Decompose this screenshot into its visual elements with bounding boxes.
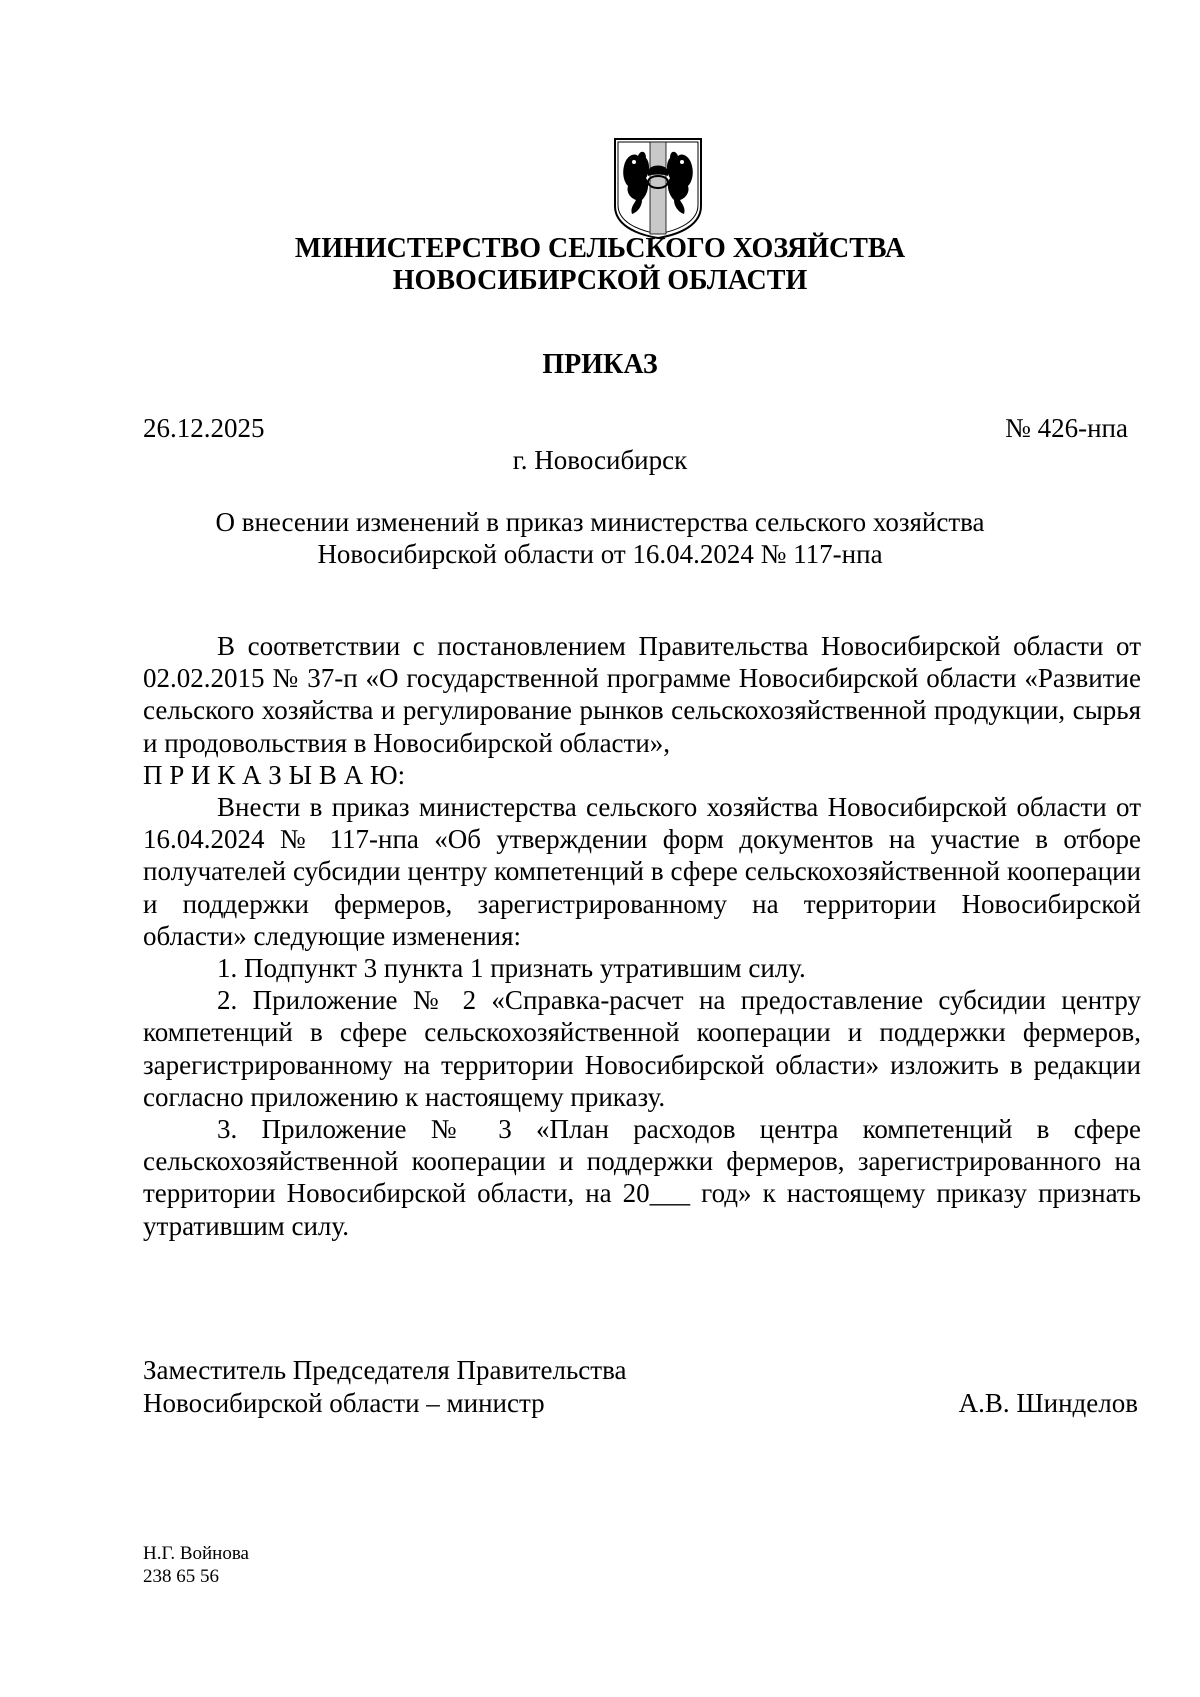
document-city: г. Новосибирск xyxy=(512,445,688,475)
document-subject-line-2: Новосибирской области от 16.04.2024 № 117-нпа xyxy=(317,539,883,569)
signatory-position-line-2: Новосибирской области – министр xyxy=(143,1388,545,1418)
signatory-name: А.В. Шинделов xyxy=(958,1388,1138,1418)
ministry-name-line-1: МИНИСТЕРСТВО СЕЛЬСКОГО ХОЗЯЙСТВА xyxy=(294,233,906,264)
executor-phone: 238 65 56 xyxy=(143,1566,219,1587)
order-word: П Р И К А З Ы В А Ю: xyxy=(143,759,406,790)
list-item: 1. Подпункт 3 пункта 1 признать утратившим силу. xyxy=(217,953,806,984)
document-date: 26.12.2025 xyxy=(143,413,265,443)
signatory-position-line-1: Заместитель Председателя Правительства xyxy=(143,1355,627,1385)
document-subject-line-1: О внесении изменений в приказ министерства сельского хозяйства xyxy=(215,507,985,537)
ministry-name-line-2: НОВОСИБИРСКОЙ ОБЛАСТИ xyxy=(392,265,808,296)
list-item: 3. Приложение № 3 «План расходов центра компетенций в сфере сельскохозяйственной кооперации и поддержки фермеров, зарегистрированного на территории Новосибирской области, на 20___ год» к настоящему приказу признать утратившим силу. xyxy=(143,1114,1141,1241)
preamble-paragraph: В соответствии с постановлением Правительства Новосибирской области от 02.02.2015 № 37-п «О государственной программе Новосибирской области «Развитие сельского хозяйства и регулирование рынков сельскохозяйственной продукции, сырья и продовольствия в Новосибирской области», xyxy=(143,631,1141,758)
executor-name: Н.Г. Войнова xyxy=(143,1543,249,1564)
document-type-title: ПРИКАЗ xyxy=(542,349,658,380)
document-body xyxy=(143,630,1141,1242)
coat-of-arms-icon xyxy=(612,136,704,240)
document-number: № 426-нпа xyxy=(1005,413,1128,443)
list-item: 2. Приложение № 2 «Справка-расчет на предоставление субсидии центру компетенций в сфере сельскохозяйственной кооперации и поддержки фермеров, зарегистрированному на территории Новосибирской области» изложить в редакции согласно приложению к настоящему приказу. xyxy=(143,985,1141,1112)
intro-paragraph: Внести в приказ министерства сельского хозяйства Новосибирской области от 16.04.2024 № 117-нпа «Об утверждении форм документов на участие в отборе получателей субсидии центру компетенций в сфере сельскохозяйственной кооперации и поддержки фермеров, зарегистрированному на территории Новосибирской области» следующие изменения: xyxy=(143,792,1141,951)
